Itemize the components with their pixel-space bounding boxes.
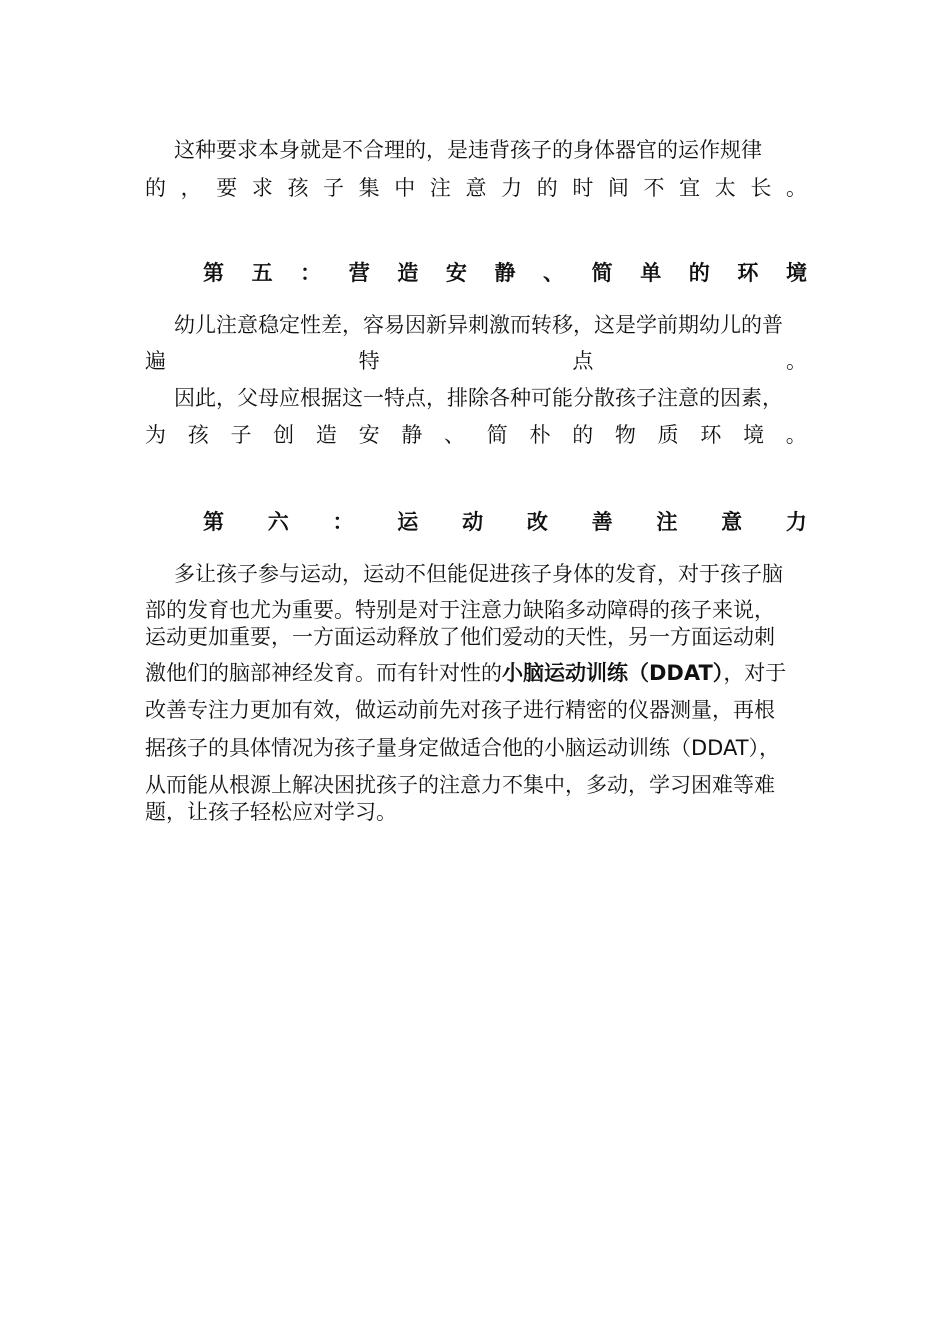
spread-char: 宜 bbox=[679, 176, 701, 200]
spread-char: 间 bbox=[607, 176, 629, 200]
spread-char: 力 bbox=[785, 510, 807, 534]
spread-char: 不 bbox=[643, 176, 665, 200]
intro-line-1: 这种要求本身就是不合理的，是违背孩子的身体器官的运作规律 bbox=[174, 138, 762, 162]
spread-char: 境 bbox=[743, 423, 765, 447]
spread-char: 点 bbox=[572, 349, 594, 373]
spread-char: 时 bbox=[572, 176, 594, 200]
spread-char: 意 bbox=[465, 176, 487, 200]
spread-char: 为 bbox=[145, 423, 166, 447]
section-6-line-7: 从而能从根源上解决困扰孩子的注意力不集中，多动，学习困难等难 bbox=[145, 773, 775, 797]
spread-char: 。 bbox=[785, 423, 807, 447]
section-6-line-1: 多让孩子参与运动，运动不但能促进孩子身体的发育，对于孩子脑 bbox=[174, 562, 783, 586]
spread-char: 注 bbox=[429, 176, 451, 200]
section-6-heading bbox=[145, 505, 807, 539]
spread-char: 特 bbox=[358, 349, 380, 373]
spread-char: 太 bbox=[714, 176, 736, 200]
section-5-p2-line-2 bbox=[145, 418, 807, 452]
section-6-line-6 bbox=[145, 731, 807, 765]
spread-char: 、 bbox=[543, 261, 565, 285]
spread-char: 子 bbox=[230, 423, 252, 447]
section-5-p1-line-2 bbox=[145, 344, 807, 378]
spread-char: 静 bbox=[401, 423, 423, 447]
section-6-line-4-post: ，对于 bbox=[723, 661, 787, 685]
intro-line-2 bbox=[145, 171, 807, 205]
spread-char: 静 bbox=[494, 261, 516, 285]
spread-char: 孩 bbox=[287, 176, 309, 200]
spread-char: ， bbox=[180, 176, 202, 200]
section-5-p2-line-1: 因此，父母应根据这一特点，排除各种可能分散孩子注意的因素， bbox=[174, 386, 783, 410]
spread-char: 境 bbox=[785, 261, 807, 285]
spread-char: 注 bbox=[656, 510, 678, 534]
spread-char: 安 bbox=[358, 423, 380, 447]
spread-char: 集 bbox=[358, 176, 380, 200]
spread-char: 简 bbox=[486, 423, 508, 447]
section-5-heading bbox=[145, 256, 807, 290]
spread-char: ： bbox=[300, 261, 322, 285]
section-6-line-6-pre: 据孩子的具体情况为孩子量身定做适合他的小脑运动训练（ bbox=[145, 736, 691, 760]
spread-char: 动 bbox=[462, 510, 484, 534]
section-6-line-6-post: ）， bbox=[748, 736, 781, 760]
spread-char: 创 bbox=[273, 423, 295, 447]
spread-char: 长 bbox=[750, 176, 772, 200]
spread-char: 第 bbox=[203, 510, 224, 534]
spread-char: 简 bbox=[591, 261, 613, 285]
spread-char: 子 bbox=[323, 176, 345, 200]
section-6-line-2: 部的发育也尤为重要。特别是对于注意力缺陷多动障碍的孩子来说， bbox=[145, 598, 775, 622]
spread-char: 造 bbox=[315, 423, 337, 447]
ddat-label: DDAT bbox=[691, 736, 749, 760]
spread-char: 的 bbox=[145, 176, 166, 200]
spread-char: 改 bbox=[526, 510, 548, 534]
section-5-p1-line-1: 幼儿注意稳定性差，容易因新异刺激而转移，这是学前期幼儿的普 bbox=[174, 313, 783, 337]
spread-char: 遍 bbox=[145, 349, 166, 373]
spread-char: 要 bbox=[216, 176, 238, 200]
ddat-highlight: 小脑运动训练（DDAT） bbox=[502, 661, 724, 685]
spread-char: 力 bbox=[501, 176, 523, 200]
spread-char: ： bbox=[332, 510, 354, 534]
spread-char: 意 bbox=[721, 510, 743, 534]
spread-char: 质 bbox=[657, 423, 679, 447]
spread-char: 营 bbox=[348, 261, 370, 285]
spread-char: 运 bbox=[397, 510, 419, 534]
document-page bbox=[145, 0, 807, 1344]
spread-char: 环 bbox=[700, 423, 722, 447]
spread-char: 第 bbox=[203, 261, 224, 285]
spread-char: 孩 bbox=[187, 423, 209, 447]
spread-char: 安 bbox=[445, 261, 467, 285]
spread-char: 五 bbox=[251, 261, 273, 285]
section-6-line-5: 改善专注力更加有效，做运动前先对孩子进行精密的仪器测量，再根 bbox=[145, 698, 775, 722]
spread-char: 的 bbox=[688, 261, 710, 285]
spread-char: 善 bbox=[591, 510, 613, 534]
spread-char: 。 bbox=[785, 349, 807, 373]
spread-char: 造 bbox=[397, 261, 419, 285]
spread-char: 、 bbox=[444, 423, 466, 447]
spread-char: 环 bbox=[737, 261, 759, 285]
spread-char: 单 bbox=[640, 261, 662, 285]
spread-char: 的 bbox=[536, 176, 558, 200]
section-6-line-4-pre: 激他们的脑部神经发育。而有针对性的 bbox=[145, 661, 502, 685]
spread-char: 朴 bbox=[529, 423, 551, 447]
section-6-line-8: 题，让孩子轻松应对学习。 bbox=[145, 800, 397, 824]
spread-char: 六 bbox=[267, 510, 289, 534]
section-6-line-3: 运动更加重要，一方面运动释放了他们爱动的天性，另一方面运动刺 bbox=[145, 625, 775, 649]
spread-char: 物 bbox=[614, 423, 636, 447]
spread-char: 的 bbox=[572, 423, 594, 447]
spread-char: 求 bbox=[251, 176, 273, 200]
section-6-line-4 bbox=[145, 656, 807, 690]
spread-char: 中 bbox=[394, 176, 416, 200]
spread-char: 。 bbox=[785, 176, 807, 200]
